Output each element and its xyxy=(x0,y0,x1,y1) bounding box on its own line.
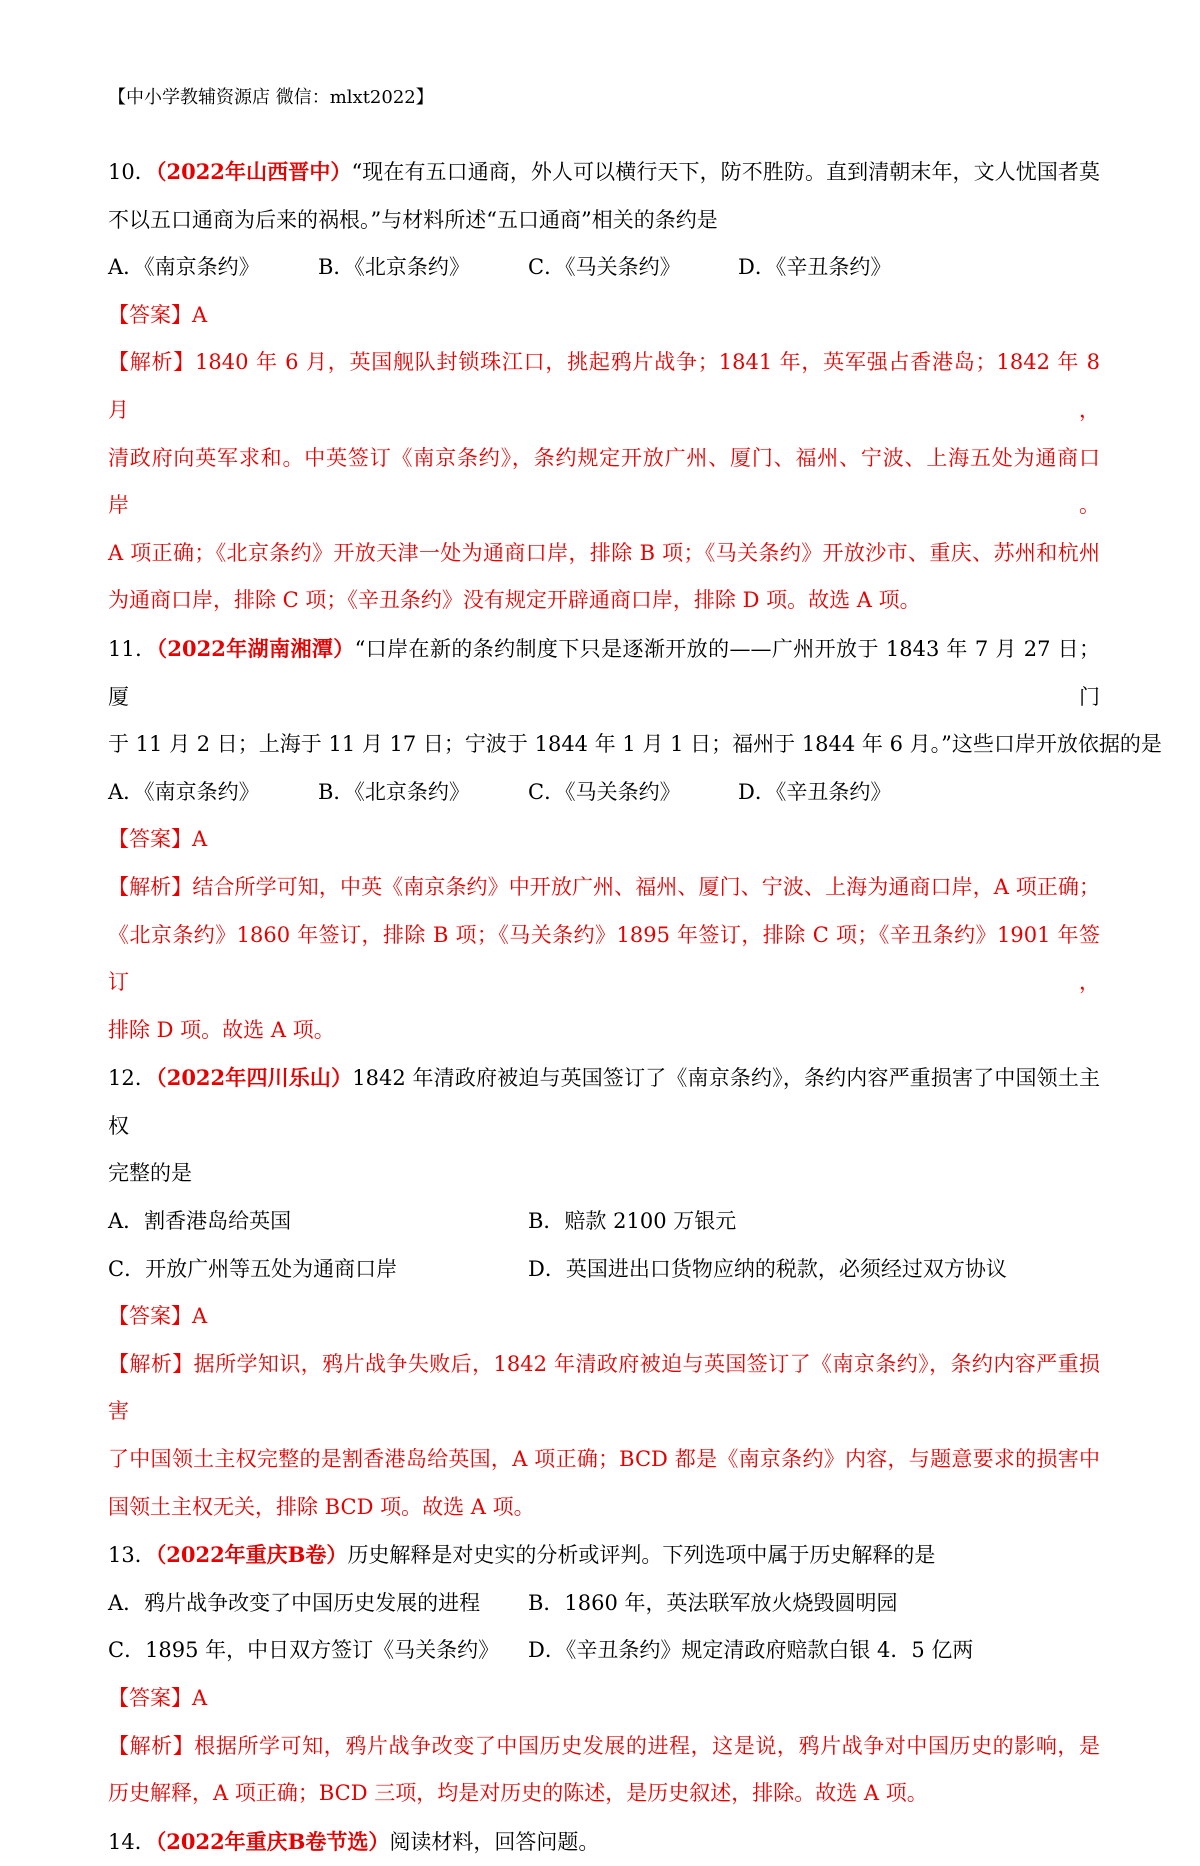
options-row xyxy=(108,1198,1100,1246)
options-row xyxy=(108,769,1100,817)
analysis-line: 【解析】结合所学可知，中英《南京条约》中开放广州、福州、厦门、宁波、上海为通商口岸，A 项正确； xyxy=(108,874,1100,899)
option-b: B．《北京条约》 xyxy=(318,255,470,280)
options-row xyxy=(108,1246,1100,1294)
stem-line: 完整的是 xyxy=(108,1161,192,1186)
option-c: C．1895 年，中日双方签订《马关条约》 xyxy=(108,1638,500,1663)
analysis-line: 历史解释，A 项正确；BCD 三项，均是对历史的陈述，是历史叙述，排除。故选 A 项。 xyxy=(108,1781,928,1806)
question-number: 13． xyxy=(108,1543,156,1568)
question-source: （2022年四川乐山） xyxy=(156,1065,353,1091)
option-a: A．割香港岛给英国 xyxy=(108,1209,292,1234)
option-d: D．《辛丑条约》 xyxy=(738,255,892,280)
question-11 xyxy=(108,625,1162,1054)
option-a: A．《南京条约》 xyxy=(108,255,260,280)
page-header: 【中小学教辅资源店 微信：mlxt2022】 xyxy=(108,87,434,108)
stem-line: 于 11 月 2 日；上海于 11 月 17 日；宁波于 1844 年 1 月 1 日；福州于 1844 年 6 月。”这些口岸开放依据的是 xyxy=(108,732,1162,757)
analysis-line: 【解析】1840 年 6 月，英国舰队封锁珠江口，挑起鸦片战争；1841 年，英军强占香港岛；1842 年 8 月， xyxy=(108,350,1100,422)
answer: 【答案】A xyxy=(108,827,208,852)
question-list xyxy=(108,148,1162,1866)
analysis-line: 了中国领土主权完整的是割香港岛给英国，A 项正确；BCD 都是《南京条约》内容，与题意要求的损害中 xyxy=(108,1447,1100,1472)
answer: 【答案】A xyxy=(108,1304,208,1329)
option-b: B．《北京条约》 xyxy=(318,779,470,804)
analysis-line: 【解析】根据所学可知，鸦片战争改变了中国历史发展的进程，这是说，鸦片战争对中国历史的影响，是 xyxy=(108,1733,1100,1758)
option-d: D．《辛丑条约》规定清政府赔款白银 4．5 亿两 xyxy=(528,1638,974,1663)
question-14 xyxy=(108,1818,1100,1866)
stem-line: 1842 年清政府被迫与英国签订了《南京条约》，条约内容严重损害了中国领土主权 xyxy=(108,1066,1100,1138)
analysis-line: 排除 D 项。故选 A 项。 xyxy=(108,1017,335,1042)
answer: 【答案】A xyxy=(108,1686,208,1710)
stem-line: 历史解释是对史实的分析或评判。下列选项中属于历史解释的是 xyxy=(347,1543,936,1568)
option-b: B．赔款 2100 万银元 xyxy=(528,1209,737,1234)
analysis-line: 【解析】据所学知识，鸦片战争失败后，1842 年清政府被迫与英国签订了《南京条约》，条约内容严重损害 xyxy=(108,1351,1100,1424)
options-row xyxy=(108,1627,1100,1675)
option-a: A．《南京条约》 xyxy=(108,779,260,804)
option-d: D．《辛丑条约》 xyxy=(738,779,892,804)
question-stem xyxy=(108,1531,1100,1580)
answer: 【答案】A xyxy=(108,302,208,327)
option-d: D．英国进出口货物应纳的税款，必须经过双方协议 xyxy=(528,1256,1007,1281)
question-number: 11． xyxy=(108,636,157,661)
analysis-line: 《北京条约》1860 年签订，排除 B 项；《马关条约》1895 年签订，排除 C 项；《辛丑条约》1901 年签订， xyxy=(108,922,1100,995)
stem-line: “现在有五口通商，外人可以横行天下，防不胜防。直到清朝末年，文人忧国者莫 xyxy=(351,160,1100,184)
options-row xyxy=(108,1580,1100,1628)
question-number: 12． xyxy=(108,1066,157,1091)
question-stem xyxy=(108,148,1100,197)
analysis-line: 清政府向英军求和。中英签订《南京条约》，条约规定开放广州、厦门、福州、宁波、上海五处为通商口岸。 xyxy=(108,445,1100,518)
question-stem xyxy=(108,625,1100,721)
question-10 xyxy=(108,148,1100,625)
stem-line: 阅读材料，回答问题。 xyxy=(389,1829,600,1854)
stem-line: “口岸在新的条约制度下只是逐渐开放的——广州开放于 1843 年 7 月 27 日；厦门 xyxy=(108,636,1100,709)
option-c: C．开放广州等五处为通商口岸 xyxy=(108,1256,398,1281)
option-a: A．鸦片战争改变了中国历史发展的进程 xyxy=(108,1590,481,1615)
option-c: C．《马关条约》 xyxy=(528,779,681,804)
question-13 xyxy=(108,1531,1100,1818)
option-c: C．《马关条约》 xyxy=(528,255,681,280)
question-source: （2022年重庆B卷） xyxy=(155,1542,348,1568)
question-source: （2022年山西晋中） xyxy=(155,159,352,184)
question-source: （2022年重庆B卷节选） xyxy=(155,1828,390,1854)
analysis-line: 国领土主权无关，排除 BCD 项。故选 A 项。 xyxy=(108,1494,535,1519)
analysis-line: 为通商口岸，排除 C 项；《辛丑条约》没有规定开辟通商口岸，排除 D 项。故选 A 项。 xyxy=(108,588,921,613)
question-number: 10． xyxy=(108,160,156,184)
question-stem xyxy=(108,1054,1100,1150)
analysis-line: A 项正确；《北京条约》开放天津一处为通商口岸，排除 B 项；《马关条约》开放沙市、重庆、苏州和杭州 xyxy=(108,540,1100,565)
stem-line: 不以五口通商为后来的祸根。”与材料所述“五口通商”相关的条约是 xyxy=(108,207,718,232)
question-12 xyxy=(108,1054,1100,1531)
question-number: 14． xyxy=(108,1829,156,1854)
options-row xyxy=(108,244,1100,292)
question-source: （2022年湖南湘潭） xyxy=(156,635,355,661)
option-b: B．1860 年，英法联军放火烧毁圆明园 xyxy=(528,1590,898,1615)
question-stem xyxy=(108,1818,1100,1866)
